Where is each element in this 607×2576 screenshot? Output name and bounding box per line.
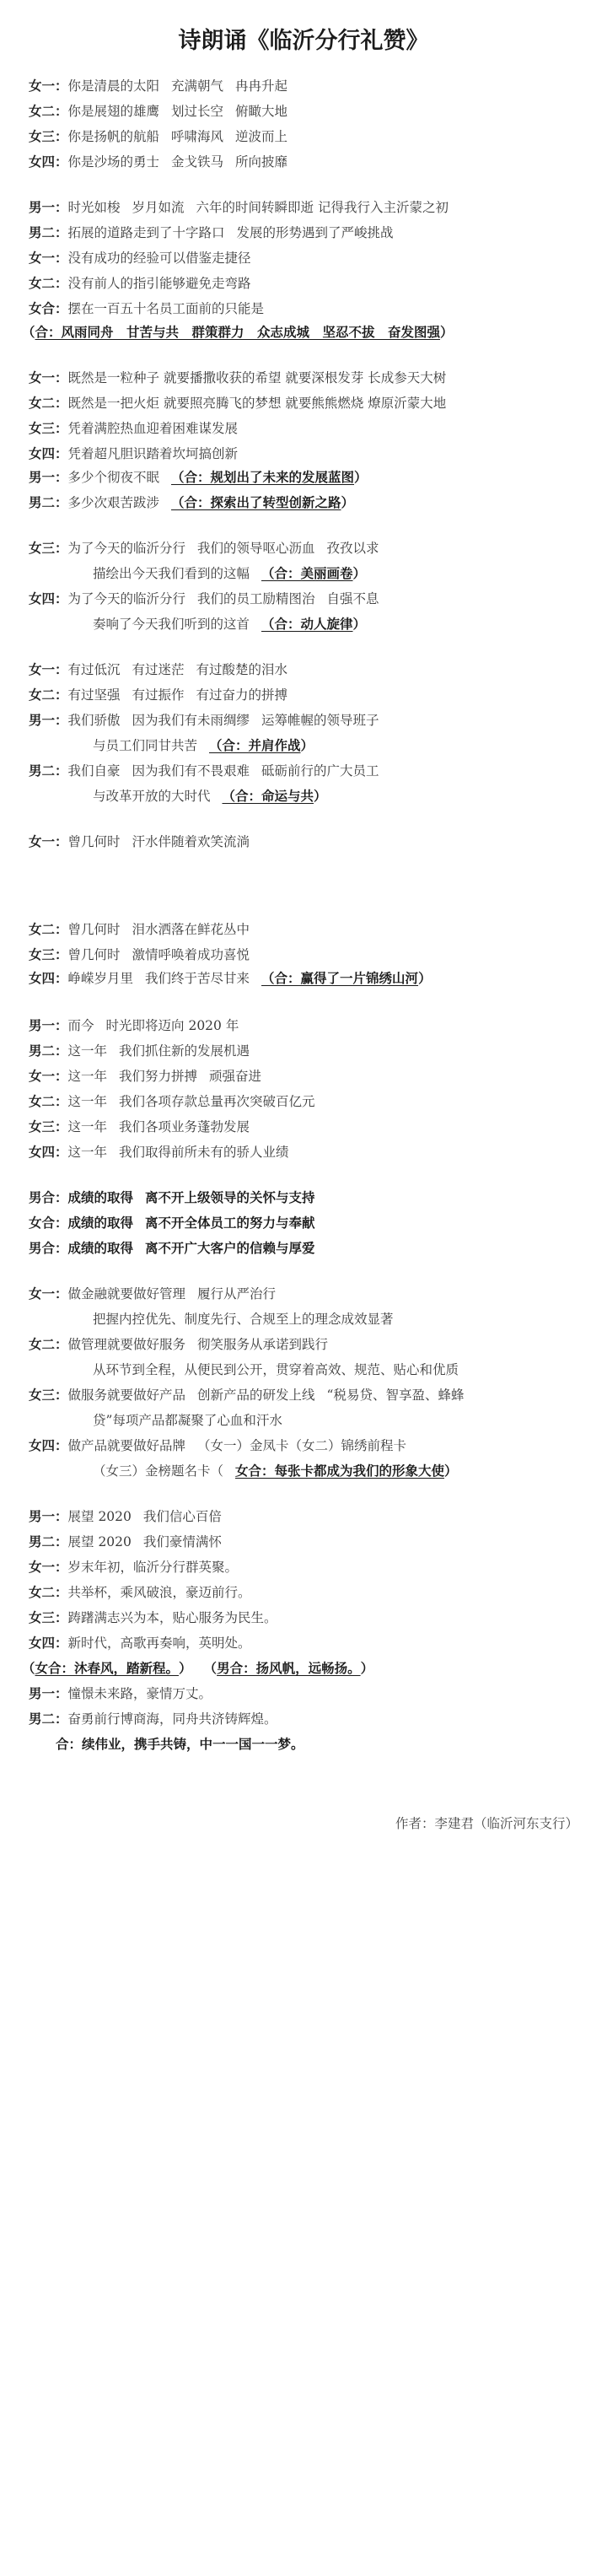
- line-text: 彻笑服务从承诺到践行: [197, 1337, 329, 1352]
- line-text: 因为我们有未雨绸缪: [132, 713, 250, 728]
- line-text: 憧憬未来路，豪情万丈。: [67, 1686, 212, 1701]
- line-text: 有过迷茫: [132, 662, 185, 677]
- poem-line: [29, 946, 595, 963]
- speaker-label: 男二：: [29, 224, 68, 240]
- speaker-label: 男一：: [29, 1685, 68, 1701]
- line-text: 我们努力拼搏: [119, 1069, 198, 1084]
- line-text: 展望 2020: [67, 1509, 132, 1524]
- line-text: 与改革开放的大时代: [93, 789, 211, 804]
- poem-line: [29, 1387, 595, 1404]
- speaker-label: 女三：: [29, 1118, 68, 1134]
- poem-line: [29, 494, 595, 511]
- line-text: ）: [354, 469, 368, 485]
- line-text: （合：动人旋律: [261, 616, 353, 632]
- poem-line: [93, 737, 595, 754]
- line-text: 有过酸楚的泪水: [196, 662, 288, 677]
- line-text: 做产品就要做好品牌: [67, 1438, 186, 1453]
- line-text: 踌躇满志兴为本，贴心服务为民生。: [67, 1610, 277, 1625]
- poem-line: [93, 788, 595, 805]
- poem-line: [29, 921, 595, 938]
- line-text: （合：探索出了转型创新之路: [171, 494, 341, 510]
- line-text: 既然是一粒种子 就要播撒收获的希望 就要深根发芽 长成参天大树: [67, 370, 447, 385]
- line-text: 我们自豪: [67, 763, 121, 779]
- author-credit: 作者：李建君（临沂河东支行）: [395, 1816, 578, 1831]
- line-text: 这一年: [67, 1043, 108, 1059]
- line-text: 为了今天的临沂分行: [67, 541, 186, 556]
- line-text: 既然是一把火炬 就要照亮腾飞的梦想 就要熊熊燃烧 燎原沂蒙大地: [67, 396, 447, 411]
- line-text: 我们各项存款总量再次突破百亿元: [119, 1094, 315, 1109]
- line-text: （: [22, 324, 35, 340]
- poem-line: [56, 1736, 595, 1753]
- line-text: 这一年: [67, 1145, 108, 1160]
- speaker-label: 女一：: [29, 833, 68, 849]
- line-text: 我们的员工励精图治: [197, 591, 315, 606]
- line-text: 我们终于苦尽甘来: [145, 971, 250, 986]
- speaker-label: 女三：: [29, 1609, 68, 1625]
- line-text: 我们取得前所未有的骄人业绩: [119, 1145, 289, 1160]
- speaker-label: 女一：: [29, 661, 68, 677]
- line-text: 多少次艰苦跋涉: [67, 495, 160, 510]
- line-text: 因为我们有不畏艰难: [132, 763, 250, 779]
- speaker-label: 女三：: [29, 540, 68, 556]
- speaker-label: 女一：: [29, 250, 68, 266]
- poem-line: [29, 1189, 595, 1206]
- line-text: 呼啸海风: [171, 129, 224, 144]
- line-text: （女一）金凤卡（女二）锦绣前程卡: [197, 1438, 407, 1453]
- line-text: 离不开上级领导的关怀与支持: [145, 1189, 315, 1205]
- line-text: 男合：扬风帆，远畅扬。: [217, 1660, 361, 1676]
- line-text: 曾几何时: [67, 947, 121, 962]
- line-text: 合：风雨同舟 甘苦与共 群策群力 众志成城 坚忍不拔 奋发图强: [35, 324, 441, 340]
- poem-line: [93, 1361, 595, 1378]
- speaker-label: 男合：: [29, 1189, 68, 1205]
- speaker-label: 女四：: [29, 1635, 68, 1651]
- line-text: 女合：每张卡都成为我们的形象大使: [235, 1463, 445, 1479]
- line-text: 金戈铁马: [171, 154, 224, 170]
- poem-line: [29, 1215, 595, 1231]
- line-text: “税易贷、智享盈、蜂蜂: [326, 1388, 465, 1403]
- line-text: ）: [300, 737, 314, 753]
- poem-line: [93, 616, 595, 633]
- speaker-label: 男二：: [29, 1711, 68, 1727]
- line-text: 这一年: [67, 1094, 108, 1109]
- line-text: 合：续伟业，携手共铸，中一一国一一梦。: [56, 1736, 304, 1752]
- line-text: 拓展的道路走到了十字路口: [67, 225, 225, 240]
- line-text: ）: [418, 970, 432, 986]
- speaker-label: 男一：: [29, 1017, 68, 1033]
- line-text: 你是扬帆的航船: [67, 129, 160, 144]
- line-text: 履行从严治行: [197, 1286, 277, 1301]
- line-text: 你是沙场的勇士: [67, 154, 160, 170]
- line-text: 离不开广大客户的信赖与厚爱: [145, 1240, 315, 1256]
- poem-line: [29, 833, 595, 850]
- speaker-label: 女一：: [29, 1285, 68, 1301]
- poem-line: [29, 1144, 595, 1161]
- line-text: 奋勇前行博商海，同舟共济铸辉煌。: [67, 1711, 277, 1727]
- line-text: 有过低沉: [67, 662, 121, 677]
- line-text: 发展的形势遇到了严峻挑战: [236, 225, 394, 240]
- poem-line: [29, 970, 595, 987]
- line-text: 岁末年初，临沂分行群英聚。: [67, 1560, 239, 1575]
- line-text: 俯瞰大地: [235, 104, 288, 119]
- poem-line: [29, 469, 595, 486]
- speaker-label: 女四：: [29, 1144, 68, 1160]
- line-text: 凭着超凡胆识踏着坎坷搞创新: [67, 446, 239, 461]
- speaker-label: 男二：: [29, 1533, 68, 1549]
- line-text: ）: [352, 616, 367, 632]
- line-text: 岁月如流: [132, 200, 185, 215]
- speaker-label: 男二：: [29, 494, 68, 510]
- line-text: （合：并肩作战: [209, 737, 301, 753]
- poem-line: [29, 1635, 595, 1652]
- line-text: 你是展翅的雄鹰: [67, 104, 160, 119]
- speaker-label: 女合：: [29, 300, 68, 316]
- line-text: 展望 2020: [67, 1534, 132, 1549]
- poem-line: [29, 1533, 595, 1550]
- line-text: 所向披靡: [235, 154, 288, 170]
- line-text: 划过长空: [171, 104, 224, 119]
- line-text: 描绘出今天我们看到的这幅: [93, 566, 250, 581]
- line-text: （合：赢得了一片锦绣山河: [261, 970, 419, 986]
- line-text: ）: [314, 788, 327, 804]
- poem-line: [29, 154, 595, 170]
- line-text: ）: [341, 494, 355, 510]
- line-text: （合：规划出了未来的发展蓝图: [171, 469, 355, 485]
- line-text: 峥嵘岁月里: [67, 971, 134, 986]
- line-text: 时光即将迈向 2020 年: [105, 1018, 239, 1033]
- line-text: 而今: [67, 1018, 94, 1033]
- line-text: 共举杯，乘风破浪，豪迈前行。: [67, 1585, 251, 1600]
- line-text: 没有前人的指引能够避免走弯路: [67, 276, 251, 291]
- line-text: 六年的时间转瞬即逝 记得我行入主沂蒙之初: [196, 200, 449, 215]
- poem-line: [29, 1685, 595, 1702]
- line-text: 创新产品的研发上线: [197, 1388, 315, 1403]
- speaker-label: 男二：: [29, 1043, 68, 1059]
- poem-line: [29, 275, 595, 292]
- poem-line: [29, 1336, 595, 1353]
- poem-line: [29, 1017, 595, 1034]
- poem-line: [22, 324, 595, 341]
- speaker-label: 女一：: [29, 78, 68, 94]
- line-text: 我们抓住新的发展机遇: [119, 1043, 250, 1059]
- poem-line: [29, 661, 595, 678]
- line-text: 我们各项业务蓬勃发展: [119, 1119, 250, 1134]
- poem-line: [29, 1559, 595, 1576]
- line-text: 把握内控优先、制度先行、合规至上的理念成效显著: [93, 1312, 394, 1327]
- line-text: 冉冉升起: [235, 78, 288, 94]
- poem-line: [29, 1043, 595, 1059]
- line-text: 做管理就要做好服务: [67, 1337, 186, 1352]
- poem-line: [29, 395, 595, 412]
- line-text: 有过奋力的拼搏: [196, 687, 288, 703]
- line-text: 曾几何时: [67, 834, 121, 849]
- line-text: （: [203, 1660, 218, 1676]
- line-text: 孜孜以求: [326, 541, 379, 556]
- line-text: 成绩的取得: [67, 1215, 134, 1231]
- poem-line: [29, 1508, 595, 1525]
- line-text: ）: [360, 1660, 374, 1676]
- speaker-label: 女二：: [29, 1336, 68, 1352]
- line-text: 摆在一百五十名员工面前的只能是: [67, 301, 265, 316]
- line-text: 我们骄傲: [67, 713, 121, 728]
- poem-line: [29, 712, 595, 729]
- poem-line: [29, 1285, 595, 1302]
- poem-line: [29, 300, 595, 317]
- poem-line: [29, 199, 595, 216]
- line-text: 有过振作: [132, 687, 185, 703]
- poem-line: [29, 420, 595, 437]
- speaker-label: 女三：: [29, 128, 68, 144]
- line-text: 时光如梭: [67, 200, 121, 215]
- speaker-label: 女四：: [29, 445, 68, 461]
- speaker-label: 男一：: [29, 469, 68, 485]
- line-text: 做服务就要做好产品: [67, 1388, 186, 1403]
- poem-line: [29, 763, 595, 779]
- line-text: 新时代，高歌再奏响，英明处。: [67, 1636, 251, 1651]
- poem-line: [29, 1437, 595, 1454]
- line-text: 砥砺前行的广大员工: [261, 763, 379, 779]
- speaker-label: 男合：: [29, 1240, 68, 1256]
- line-text: 与员工们同甘共苦: [93, 738, 198, 753]
- speaker-label: 女三：: [29, 1387, 68, 1403]
- speaker-label: 女二：: [29, 275, 68, 291]
- speaker-label: 女合：: [29, 1215, 68, 1231]
- poem-line: [29, 1609, 595, 1626]
- poem-title: 诗朗诵《临沂分行礼赞》: [178, 28, 429, 54]
- line-text: 凭着满腔热血迎着困难谋发展: [67, 421, 239, 436]
- speaker-label: 男一：: [29, 1508, 68, 1524]
- poem-line: [29, 1068, 595, 1085]
- speaker-label: 女二：: [29, 103, 68, 119]
- poem-line: [93, 1412, 595, 1429]
- speaker-label: 男二：: [29, 763, 68, 779]
- speaker-label: 女二：: [29, 395, 68, 411]
- line-text: 为了今天的临沂分行: [67, 591, 186, 606]
- line-text: 没有成功的经验可以借鉴走捷径: [67, 251, 251, 266]
- line-text: ）: [444, 1463, 458, 1479]
- line-text: 有过坚强: [67, 687, 121, 703]
- poem-line: [29, 687, 595, 703]
- line-text: 这一年: [67, 1069, 108, 1084]
- speaker-label: 女三：: [29, 420, 68, 436]
- poem-line: [29, 224, 595, 241]
- poem-line: [93, 565, 595, 582]
- line-text: 从环节到全程，从便民到公开，贯穿着高效、规范、贴心和优质: [93, 1362, 459, 1377]
- line-text: 我们的领导呕心沥血: [197, 541, 315, 556]
- speaker-label: 女二：: [29, 921, 68, 937]
- line-text: 你是清晨的太阳: [67, 78, 160, 94]
- speaker-label: 女一：: [29, 369, 68, 385]
- speaker-label: 女四：: [29, 1437, 68, 1453]
- speaker-label: 男一：: [29, 199, 68, 215]
- line-text: 逆波而上: [235, 129, 288, 144]
- poem-line: [29, 1584, 595, 1601]
- poem-line: [22, 1660, 595, 1677]
- speaker-label: 女四：: [29, 154, 68, 170]
- line-text: 离不开全体员工的努力与奉献: [145, 1215, 315, 1231]
- line-text: 我们信心百倍: [142, 1509, 222, 1524]
- line-text: ）: [352, 565, 367, 581]
- poem-line: [29, 128, 595, 145]
- poem-line: [29, 540, 595, 557]
- speaker-label: 女三：: [29, 946, 68, 962]
- line-text: 激情呼唤着成功喜悦: [132, 947, 250, 962]
- line-text: 多少个彻夜不眠: [67, 470, 160, 485]
- line-text: 运筹帷幄的领导班子: [261, 713, 379, 728]
- poem-line: [29, 590, 595, 607]
- poem-line: [93, 1463, 595, 1479]
- poem-line: [29, 250, 595, 267]
- poem-line: [29, 103, 595, 120]
- line-text: 自强不息: [326, 591, 379, 606]
- line-text: ）: [179, 1660, 192, 1676]
- line-text: 成绩的取得: [67, 1240, 134, 1256]
- line-text: 奏响了今天我们听到的这首: [93, 617, 250, 632]
- line-text: 充满朝气: [171, 78, 224, 94]
- speaker-label: 女一：: [29, 1068, 68, 1084]
- poem-line: [29, 1711, 595, 1727]
- line-text: 女合：沐春风，踏新程。: [35, 1660, 180, 1676]
- speaker-label: 女二：: [29, 1093, 68, 1109]
- line-text: 曾几何时: [67, 922, 121, 937]
- poem-line: [29, 445, 595, 462]
- speaker-label: 女四：: [29, 970, 68, 986]
- poem-line: [93, 1311, 595, 1328]
- line-text: （女三）金榜题名卡（: [93, 1463, 224, 1479]
- line-text: ）: [440, 324, 454, 340]
- speaker-label: 女二：: [29, 687, 68, 703]
- speaker-label: 女四：: [29, 590, 68, 606]
- poem-line: [29, 369, 595, 386]
- line-text: 汗水伴随着欢笑流淌: [132, 834, 250, 849]
- line-text: （: [22, 1660, 35, 1676]
- line-text: （合：美丽画卷: [261, 565, 353, 581]
- line-text: 做金融就要做好管理: [67, 1286, 186, 1301]
- line-text: 这一年: [67, 1119, 108, 1134]
- line-text: 成绩的取得: [67, 1189, 134, 1205]
- line-text: 顽强奋进: [209, 1069, 262, 1084]
- line-text: （合：命运与共: [222, 788, 314, 804]
- line-text: 贷”每项产品都凝聚了心血和汗水: [93, 1413, 282, 1428]
- poem-line: [29, 1118, 595, 1135]
- line-text: 我们豪情满怀: [142, 1534, 222, 1549]
- speaker-label: 男一：: [29, 712, 68, 728]
- line-text: 泪水洒落在鲜花丛中: [132, 922, 250, 937]
- poem-line: [29, 1093, 595, 1110]
- speaker-label: 女一：: [29, 1559, 68, 1575]
- poem-line: [29, 1240, 595, 1257]
- speaker-label: 女二：: [29, 1584, 68, 1600]
- poem-line: [29, 78, 595, 94]
